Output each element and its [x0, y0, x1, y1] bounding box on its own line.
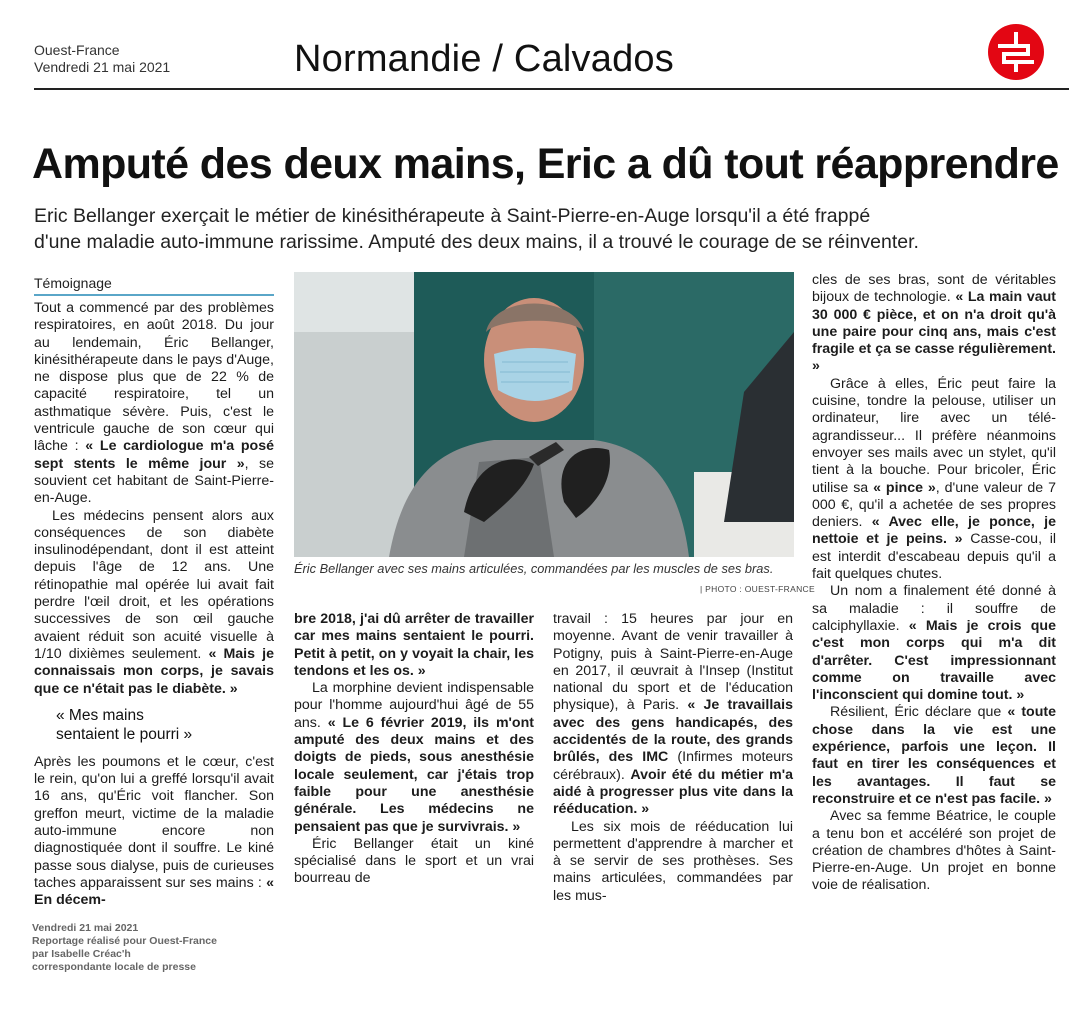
- paragraph: [34, 300, 274, 508]
- pull-quote-line: « Mes mains: [56, 706, 144, 724]
- masthead-meta: [34, 42, 170, 76]
- article-column-1: [34, 274, 274, 910]
- paragraph: [294, 836, 534, 888]
- text-run: (Infirmes moteurs cérébraux).: [553, 749, 794, 783]
- paragraph: [812, 704, 1056, 808]
- text-run: Grâce à elles, Éric peut faire la cuisine, tondre la pelouse, utiliser un ordinateur, lire avec un télé-agrandisseur... Il préfère néanmoins envoyer ses mails avec un stylet, qu'il tient à la bouche. Pour bricoler, Éric utilise sa: [812, 375, 1056, 496]
- text-run: cles de ses bras, sont de véritables bijoux de technologie.: [812, 272, 1056, 306]
- quote-run: « Le 6 février 2019, ils m'ont amputé des deux mains et des doigts de pieds, sous anesthésie locale seulement, car j'étais trop faible pour une anesthésie générale. Les médecins ne pensaient pas que je survivrais. »: [294, 714, 534, 835]
- footer-line: Reportage réalisé pour Ouest-France: [32, 935, 217, 947]
- paragraph: [812, 583, 1056, 704]
- footer-line: par Isabelle Créac'h: [32, 948, 131, 960]
- quote-run: « pince »: [873, 479, 936, 496]
- paragraph: [812, 808, 1056, 894]
- text-run: , se souvient cet habitant de Saint-Pierre-en-Auge.: [34, 455, 274, 507]
- paragraph: [812, 272, 1056, 376]
- paragraph: [553, 819, 793, 905]
- pull-quote: [56, 706, 274, 744]
- article-photo: [294, 272, 794, 557]
- standfirst-line: d'une maladie auto-immune rarissime. Amputé des deux mains, il a trouvé le courage de se réinventer.: [34, 231, 919, 253]
- text-run: Casse-cou, il est interdit d'escabeau depuis qu'il a fait quelques chutes.: [812, 531, 1056, 583]
- article-column-3: [553, 611, 793, 905]
- text-run: , d'une valeur de 7 000 €, qu'il a achetée de ses propres deniers.: [812, 479, 1057, 531]
- paragraph: [294, 611, 534, 680]
- text-run: Les six mois de rééducation lui permettent d'apprendre à marcher et à se servir de ses prothèses. Ses mains articulées, commandées par les mus-: [553, 818, 793, 904]
- quote-run: « toute chose dans la vie est une expérience, parfois une leçon. Il faut en tirer les conséquences et les avantages. Il faut se reconstruire et ce n'est pas facile. »: [812, 704, 1056, 807]
- footer-line: correspondante locale de presse: [32, 961, 196, 973]
- text-run: Les médecins pensent alors aux conséquences de son diabète insulinodépendant, dont il est atteint depuis l'âge de 12 ans. Une rétinopathie mal opérée lui avait fait perdre l'œil droit, et les opérations successives de son œil gauche avaient réduit son acuité visuelle à 1/10 dixièmes seulement.: [34, 507, 274, 662]
- text-run: Éric Bellanger était un kiné spécialisé dans le sport et un vrai bourreau de: [294, 835, 534, 887]
- masthead-rule: [34, 88, 1069, 90]
- newspaper-name: Ouest-France: [34, 42, 120, 58]
- text-run: Tout a commencé par des problèmes respiratoires, en août 2018. Du jour au lendemain, Éric Bellanger, kinésithérapeute dans le pays d'Auge, ne dispose plus que de 22 % de capacité respiratoire, tel un asthmatique sévère. Puis, c'est le ventricule gauche de son cœur qui lâche :: [34, 300, 274, 455]
- quote-run: « Mais je crois que c'est mon corps qui m'a dit d'arrêter. C'est impressionnant comme on travaille avec l'inconscient qui domine tout. »: [812, 617, 1056, 704]
- photo-credit: | PHOTO : OUEST-FRANCE: [700, 584, 815, 594]
- text-run: Après les poumons et le cœur, c'est le rein, qu'on lui a greffé lorsqu'il avait 16 ans, qu'Éric voit flancher. Son greffon meurt, victime de la maladie auto-immune encore non diagnostiquée dont il souffre. Le kiné passe sous dialyse, puis de curieuses taches apparaissent sur ses mains :: [34, 753, 274, 891]
- quote-run: « Le cardiologue m'a posé sept stents le même jour »: [34, 438, 274, 472]
- standfirst-line: Eric Bellanger exerçait le métier de kinésithérapeute à Saint-Pierre-en-Auge lorsqu'il a été frappé: [34, 205, 871, 227]
- article-standfirst: [34, 203, 1064, 255]
- ouest-france-logo-icon: [988, 24, 1044, 80]
- quote-run: « La main vaut 30 000 € pièce, et on n'a droit qu'à une paire pour cinq ans, mais c'est fragile et ça se casse régulièrement. »: [812, 289, 1056, 375]
- article-kicker: Témoignage: [34, 274, 274, 296]
- text-run: Résilient, Éric déclare que: [830, 704, 1008, 721]
- paragraph: [34, 754, 274, 910]
- section-title: Normandie / Calvados: [294, 38, 674, 80]
- article-column-2: [294, 611, 534, 888]
- pull-quote-line: sentaient le pourri »: [56, 725, 193, 743]
- text-run: Avec sa femme Béatrice, le couple a tenu bon et accéléré son projet de création de chambres d'hôtes à Saint-Pierre-en-Auge. Un projet en bonne voie de réalisation.: [812, 808, 1056, 894]
- quote-run: bre 2018, j'ai dû arrêter de travailler car mes mains sentaient le pourri. Petit à petit, on y voyait la chair, les tendons et les os. »: [294, 611, 534, 679]
- text-run: Un nom a finalement été donné à sa maladie : il souffre de calciphyllaxie.: [812, 583, 1056, 634]
- paragraph: [553, 611, 793, 819]
- footer-line: Vendredi 21 mai 2021: [32, 922, 139, 934]
- quote-run: « En décem-: [34, 874, 274, 909]
- article-column-4: [812, 272, 1056, 895]
- text-run: La morphine devient indispensable pour l'homme aujourd'hui âgé de 55 ans.: [294, 680, 534, 731]
- paragraph: [294, 680, 534, 836]
- photo-caption: Éric Bellanger avec ses mains articulées, commandées par les muscles de ses bras.: [294, 561, 774, 576]
- publication-date: Vendredi 21 mai 2021: [34, 59, 171, 75]
- paragraph: [812, 376, 1056, 584]
- paragraph: [34, 508, 274, 698]
- text-run: travail : 15 heures par jour en moyenne. Avant de venir travailler à Potigny, puis à Saint-Pierre-en-Auge en 2017, il œuvrait à l'Insep (Institut national du sport et de l'éducation physique), à Paris.: [553, 611, 793, 714]
- quote-run: « Je travaillais avec des gens handicapés, des accidentés de la route, des grands brûlés, des IMC: [553, 697, 793, 766]
- quote-run: « Avec elle, je ponce, je nettoie et je peins. »: [812, 514, 1056, 548]
- article-headline: Amputé des deux mains, Eric a dû tout réapprendre: [32, 140, 1059, 188]
- quote-run: « Mais je connaissais mon corps, je savais que ce n'était pas le diabète. »: [34, 645, 274, 697]
- quote-run: Avoir été du métier m'a aidé à progresser plus vite dans la rééducation. »: [553, 766, 793, 818]
- article-footer: [32, 922, 217, 974]
